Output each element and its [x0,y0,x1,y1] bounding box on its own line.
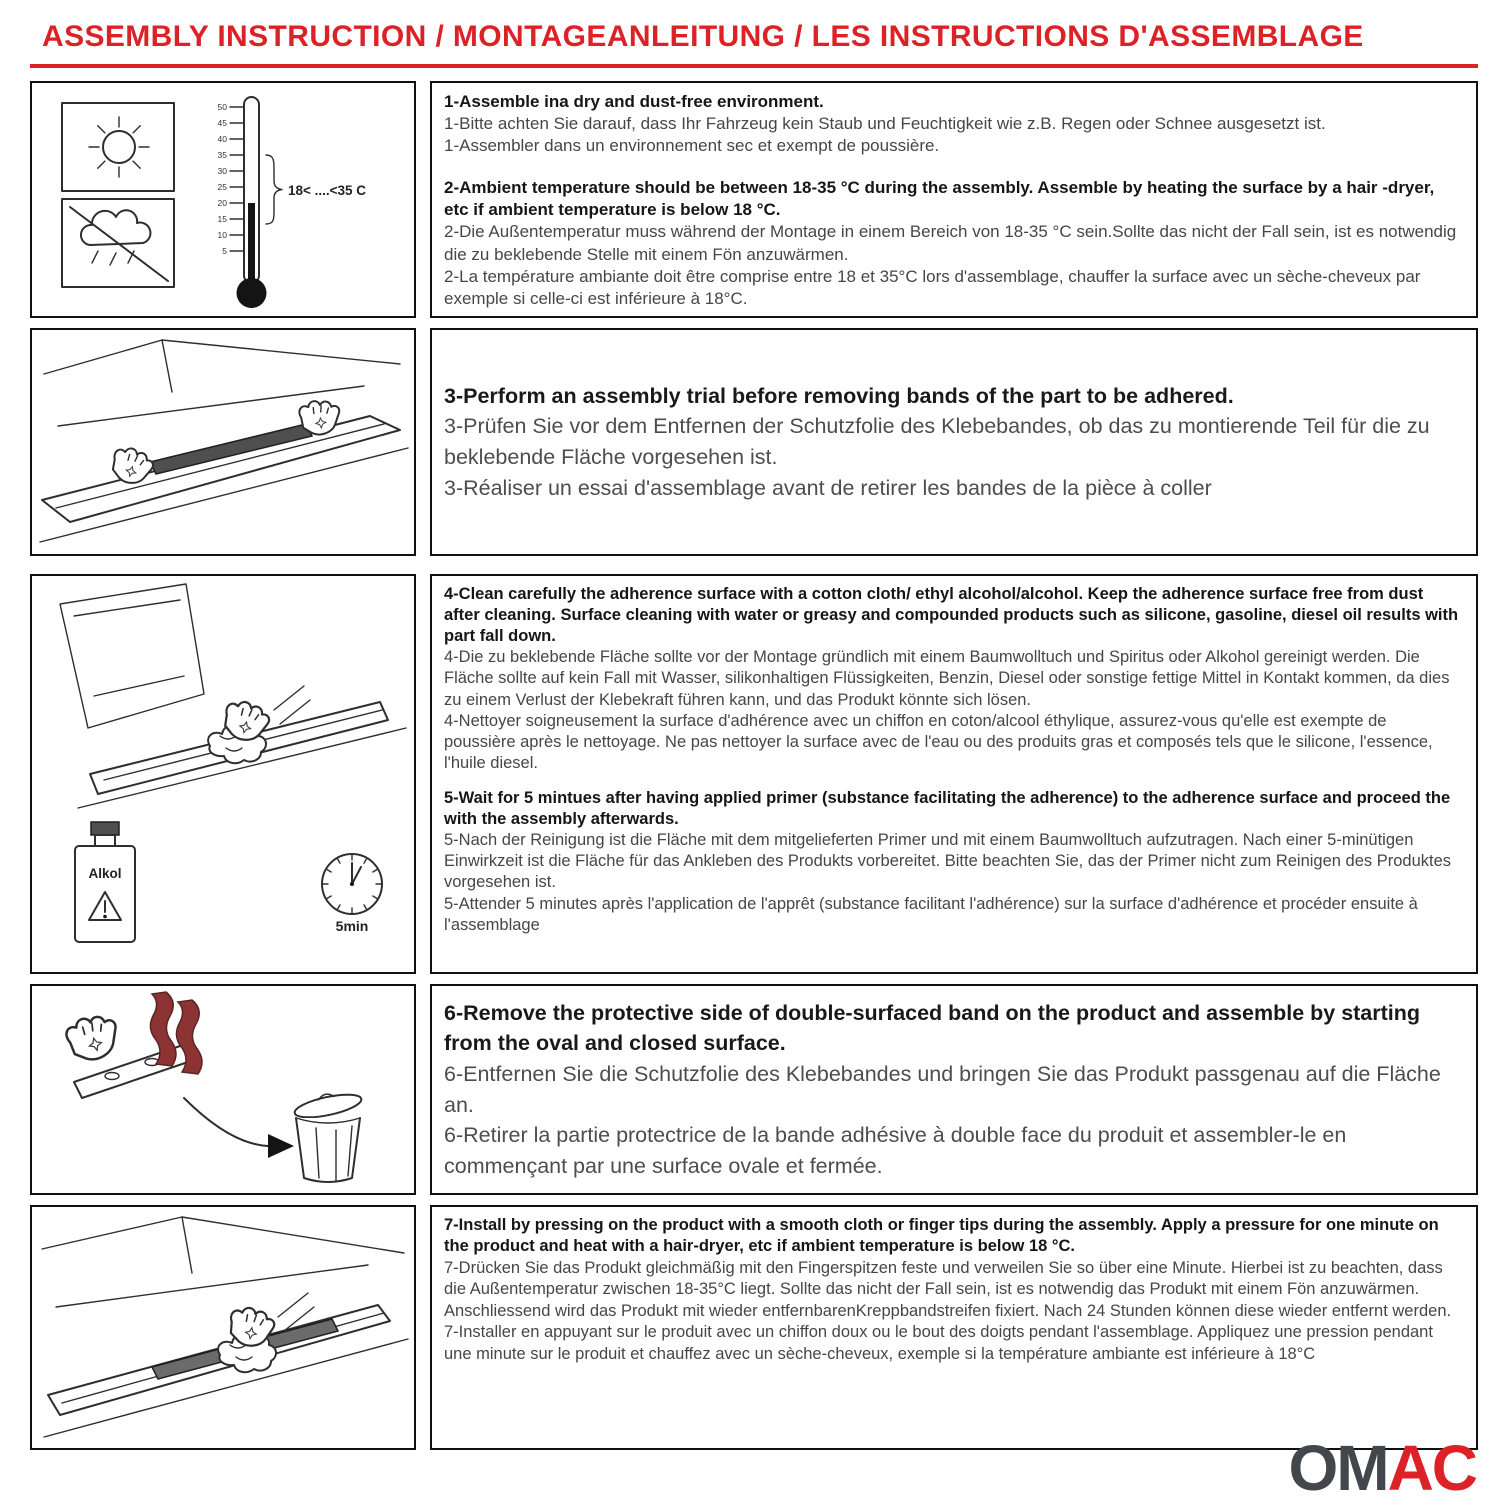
instruction-3-text [430,328,1478,556]
band-removal-illustration-svg [32,986,414,1193]
open-door-sketch [60,584,406,808]
section-row-trial [30,328,1478,556]
section-row-band-removal [30,984,1478,1195]
omac-logo [1288,1432,1476,1504]
thermo-tick-50: 50 [217,102,227,112]
thermo-tick-10: 10 [217,230,227,240]
illustration-cleaning [30,574,416,974]
page-title: ASSEMBLY INSTRUCTION / MONTAGEANLEITUNG / LES INSTRUCTIONS D'ASSEMBLAGE [42,20,1364,53]
no-rain-icon [62,199,174,287]
wait-time-label: 5min [335,918,369,934]
thermo-tick-5: 5 [222,246,227,256]
arrow-to-bin-icon [184,1098,294,1158]
thermo-tick-30: 30 [217,166,227,176]
step-6-fr: 6-Retirer la partie protectrice de la bande adhésive à double face du produit et assembler-le en commençant par une surface ovale et fermée. [444,1123,1347,1178]
sun-icon [62,103,174,191]
pressing-illustration-svg [32,1207,414,1448]
peeling-hand-icon [63,1011,123,1065]
environment-illustration-svg [32,83,414,316]
instructions-1-2-text [430,81,1478,318]
thermo-tick-20: 20 [217,198,227,208]
logo-text-ac: AC [1387,1432,1476,1504]
thermo-tick-45: 45 [217,118,227,128]
step-7-en: 7-Install by pressing on the product with a smooth cloth or finger tips during the assembly. Apply a pressure for one minute on the product and heat with a hair-dryer, etc if ambient temperature is below 18 °C. [444,1216,1439,1256]
step-6-en: 6-Remove the protective side of double-surfaced band on the product and assemble by starting from the oval and closed surface. [444,1000,1421,1056]
instruction-6-text [430,984,1478,1195]
step-4-fr: 4-Nettoyer soigneusement la surface d'adhérence avec un chiffon en coton/alcool éthylique, assurez-vous qu'elle est exempte de poussière après le nettoyage. Ne pas nettoyer la surface avec de l'eau ou des produits gras et composés tels que le silicone, l'essence, l'huile diesel. [444,711,1433,772]
trial-illustration-svg [32,330,414,554]
step-6-de: 6-Entfernen Sie die Schutzfolie des Klebebandes und bringen Sie das Produkt passgenau auf die Fläche an. [444,1061,1441,1117]
cleaning-illustration-svg [32,576,414,972]
step-3-en: 3-Perform an assembly trial before removing bands of the part to be adhered. [444,383,1234,408]
step-7-de: 7-Drücken Sie das Produkt gleichmäßig mit den Fingerspitzen feste und verweilen Sie so über eine Minute. Hierbei ist zu beachten, dass die Außentemperatur zwischen 18-35°C liegt. Sollte das nicht der Fall sein, ist es notwendig das Produkt mit einem Fön anzuwärmen. Anschliessend wird das Produkt mit wieder entfernbarenKreppbandstreifen fixiert. Nach 24 Stunden können diese wieder entfernt werden. [444,1258,1452,1320]
step-1-de: 1-Bitte achten Sie darauf, dass Ihr Fahrzeug kein Staub und Feuchtigkeit wie z.B. Regen oder Schnee ausgesetzt ist. [444,114,1326,134]
step-1-fr: 1-Assembler dans un environnement sec et exempt de poussière. [444,136,940,156]
trash-can-icon [292,1087,363,1182]
step-2-de: 2-Die Außentemperatur muss während der Montage in einem Bereich von 18-35 °C sein.Sollte das nicht der Fall sein, ist es notwendig die zu beklebende Stelle mit einem Fön anzuwärmen. [444,222,1457,264]
thermo-tick-40: 40 [217,134,227,144]
range-brace [266,155,282,224]
door-sill-sketch [40,340,408,542]
illustration-assembly-trial [30,328,416,556]
section-row-environment [30,81,1478,318]
step-2-fr: 2-La température ambiante doit être comprise entre 18 et 35°C lors d'assemblage, chauffer la surface avec un sèche-cheveux par exemple si celle-ci est inférieure à 18°C. [444,266,1421,308]
thermo-tick-35: 35 [217,150,227,160]
step-4-de: 4-Die zu beklebende Fläche sollte vor der Montage gründlich mit einem Baumwolltuch und Spiritus oder Alkohol gereinigt werden. Die Fläche sollte auf kein Fall mit Wasser, silikonhaltigen Flüssigkeiten, Benzin, Diesel oder sonstige fettige Mittel in Kontakt kommen, da dies zu einem Verlust der Klebekraft führen kann, und das Produkt könnte sich lösen. [444,648,1450,709]
section-row-cleaning [30,574,1478,974]
step-5-en: 5-Wait for 5 mintues after having applied primer (substance facilitating the adherence) to the adherence surface and proceed the with the assembly afterwards. [444,788,1451,829]
step-1-en: 1-Assemble ina dry and dust-free environment. [444,92,824,111]
illustration-pressing [30,1205,416,1450]
step-3-de: 3-Prüfen Sie vor dem Entfernen der Schutzfolie des Klebebandes, ob das zu montierende Teil für die zu beklebende Fläche vorgesehen ist. [444,414,1430,469]
step-4-en: 4-Clean carefully the adherence surface with a cotton cloth/ ethyl alcohol/alcohol. Keep the adherence surface free from dust after cleaning. Surface cleaning with water or greasy and compounded products such as silicone, gasoline, diesel oil results with part fall down. [444,585,1459,646]
thermo-tick-15: 15 [217,214,227,224]
door-sill-sketch-2 [42,1217,408,1437]
illustration-environment [30,81,416,318]
temperature-range-label: 18< ....<35 C [288,183,367,198]
step-2-en: 2-Ambient temperature should be between 18-35 °C during the assembly. Assemble by heating the surface by a hair -dryer, etc if ambient temperature is below 18 °C. [444,178,1435,220]
step-3-fr: 3-Réaliser un essai d'assemblage avant de retirer les bandes de la pièce à coller [444,475,1212,500]
step-5-fr: 5-Attender 5 minutes après l'application de l'apprêt (substance facilitant l'adhérence) sur la surface d'adhérence et procéder ensuite à l'assemblage [444,894,1418,934]
thermometer-icon [218,97,367,308]
illustration-band-removal [30,984,416,1195]
section-row-pressing [30,1205,1478,1450]
logo-text-om: OM [1288,1432,1388,1504]
clock-icon [322,854,382,934]
step-7-fr: 7-Installer en appuyant sur le produit avec un chiffon doux ou le bout des doigts pendant l'assemblage. Appliquez une pression pendant une minute sur le produit et chauffez avec un sèche-cheveux, exemple si la température ambiante est inférieure à 18°C [444,1323,1433,1363]
instruction-7-text [430,1205,1478,1450]
alcohol-bottle-icon [75,822,135,942]
arm-lines [274,686,310,724]
title-underline [30,64,1478,68]
step-5-de: 5-Nach der Reinigung ist die Fläche mit dem mitgelieferten Primer und mit einem Baumwolltuch aufzutragen. Nach einer 5-minütigen Einwirkzeit ist die Fläche für das Ankleben des Produkts vorbereitet. Bitte beachten Sie, das der Primer nicht zum Reinigen des Produktes vorgesehen ist. [444,831,1452,892]
instructions-4-5-text [430,574,1478,974]
thermo-tick-25: 25 [217,182,227,192]
alcohol-label: Alkol [88,866,122,881]
